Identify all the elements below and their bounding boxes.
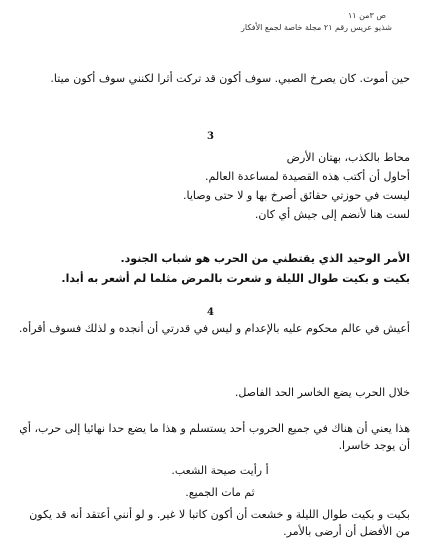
section-number-4: 4 — [207, 307, 214, 318]
bold-line-2: بكيت و بكيت طوال الليلة و شعرت بالمرض مثلما لم أشعر به أبدا. — [61, 272, 410, 285]
page-number: ص ٣من ١١ — [347, 11, 386, 20]
center-line-2: ثم مات الجميع. — [185, 486, 255, 499]
poem-line-4: لست هنا لأنضم إلى جيش أي كان. — [254, 208, 410, 221]
poem-line-3: ليست في حوزتي حقائق أصرخ بها و لا حتى وصايا. — [183, 189, 410, 202]
paragraph-surrender: هذا يعني أن هناك في جميع الحروب أحد يستسلم و هذا ما يضع حدا نهائيا إلى حرب، أي أن يوجد خاسرا. — [19, 422, 410, 452]
paragraph-section-4: أعيش في عالم محكوم عليه بالإعدام و ليس في قدرتي أن أنجده و لذلك فسوف أقرأه. — [18, 322, 410, 335]
section-number-3: 3 — [207, 131, 214, 142]
final-paragraph: بكيت و بكيت طوال الليلة و خشعت أن أكون كاتبا لا غير. و لو أنني أعتقد أنه قد يكون من الأفضل أن أرضى بالأمر. — [29, 508, 410, 538]
running-title: شذيو عريس رقم ٢١ مجلة خاصة لجمع الأفكار — [241, 23, 392, 32]
bold-line-1: الأمر الوحيد الذي يقتطني من الحرب هو شباب الجنود. — [120, 252, 410, 265]
paragraph-1: حين أموت. كان يصرخ الصبي. سوف أكون قد تركت أثرا لكنني سوف أكون ميتا. — [50, 72, 410, 85]
poem-line-1: محاط بالكذب، بهتان الأرض — [286, 151, 410, 164]
poem-line-2: أحاول أن أكتب هذه القصيدة لمساعدة العالم. — [205, 170, 410, 183]
center-line-1: أ رأيت صيحة الشعب. — [171, 464, 269, 477]
war-line: خلال الحرب يضع الخاسر الحد الفاصل. — [234, 386, 410, 399]
